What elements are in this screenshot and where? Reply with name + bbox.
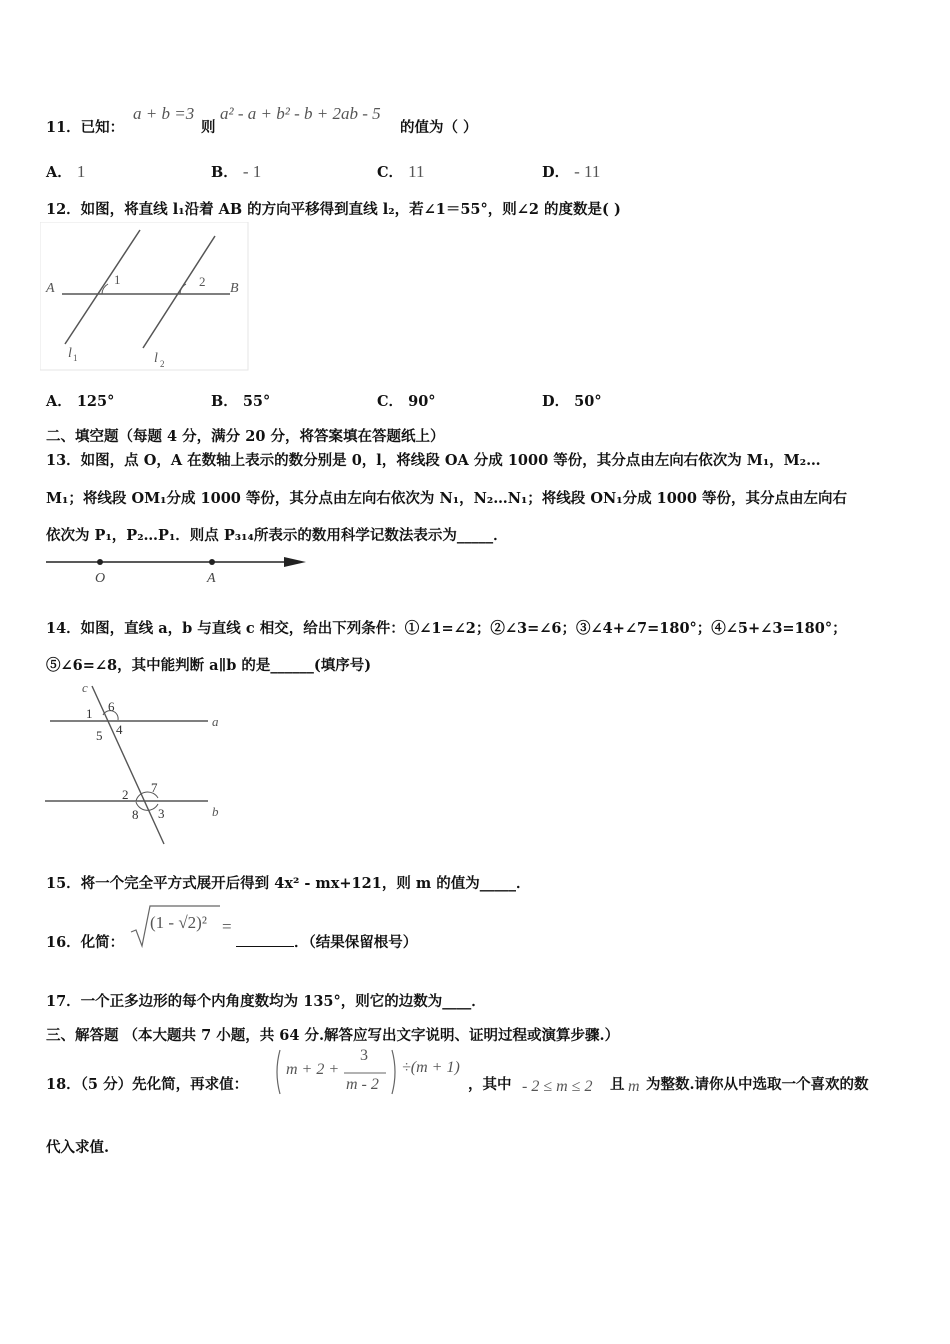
label-b: b <box>212 804 219 819</box>
label-c: c <box>82 680 88 695</box>
section-3-heading: 三、解答题 （本大题共 7 小题，共 64 分.解答应写出文字说明、证明过程或演算步骤.） <box>46 1027 620 1044</box>
q11-option-d[interactable]: D． - 11 <box>542 162 601 181</box>
arrow-head <box>284 557 306 567</box>
q18-where: ，其中 <box>468 1076 512 1093</box>
q11-condition: a + b =3 <box>133 104 195 123</box>
q18-m: m <box>628 1078 640 1095</box>
label-a: a <box>212 714 219 729</box>
q18-line2: 代入求值. <box>46 1139 110 1156</box>
q11-tail: 的值为（ ） <box>400 119 478 136</box>
q18-fraction-numerator: 3 <box>360 1047 368 1064</box>
q13-line3: 依次为 P₁，P₂…P₁．则点 P₃₁₄所表示的数用科学记数法表示为_____． <box>46 527 508 544</box>
line-c <box>92 686 164 844</box>
q11-option-c[interactable]: C． 11 <box>377 162 425 181</box>
label-l2: l <box>154 351 158 366</box>
label-o: O <box>95 571 106 586</box>
q16-expression: (1 - √2)² <box>150 913 207 932</box>
q16-answer-blank[interactable] <box>236 946 294 947</box>
q13-line1: 13．如图，点 O，A 在数轴上表示的数分别是 0，l，将线段 OA 分成 1000 等份，其分点由左向右依次为 M₁，M₂… <box>46 452 821 469</box>
q13-number-line <box>42 552 312 588</box>
q14-line2: ⑤∠6=∠8，其中能判断 a∥b 的是______(填序号) <box>46 657 372 674</box>
label-a: A <box>46 281 55 296</box>
line-l2 <box>143 236 215 348</box>
q16-prefix: 16．化简： <box>46 934 125 951</box>
q12-option-c[interactable]: C． 90° <box>377 393 436 410</box>
line-l1 <box>65 230 140 344</box>
label-angle2: 2 <box>199 274 206 289</box>
q11-then: 则 <box>201 119 216 136</box>
label-angle1: 1 <box>114 272 121 287</box>
point-a <box>209 559 215 565</box>
q12-option-a[interactable]: A． 125° <box>46 393 115 410</box>
point-o <box>97 559 103 565</box>
q18-expr-right: ÷(m + 1) <box>402 1059 460 1076</box>
label-l1: l <box>68 346 72 361</box>
label-a: A <box>207 571 216 586</box>
q18-and: 且 <box>610 1076 625 1093</box>
label-5: 5 <box>96 728 103 743</box>
q16-equals: = <box>222 917 232 936</box>
q14-figure <box>40 678 240 853</box>
q11-option-a[interactable]: A． 1 <box>46 162 86 181</box>
q16-postfix: ．（结果保留根号） <box>294 934 418 951</box>
label-4: 4 <box>116 722 123 737</box>
label-l2-sub: 2 <box>160 359 165 369</box>
q18-expr-left: m + 2 + <box>286 1061 340 1078</box>
q11-option-b[interactable]: B． - 1 <box>211 162 262 181</box>
q15-question: 15．将一个完全平方式展开后得到 4x² - mx+121，则 m 的值为_____． <box>46 875 531 892</box>
q18-tail: 为整数.请你从中选取一个喜欢的数 <box>646 1076 869 1093</box>
q12-figure <box>40 222 250 372</box>
q12-question: 12．如图，将直线 l₁沿着 AB 的方向平移得到直线 l₂，若∠1＝55°，则∠2 的度数是( ) <box>46 201 621 218</box>
label-8: 8 <box>132 807 139 822</box>
label-2: 2 <box>122 787 129 802</box>
q12-option-d[interactable]: D． 50° <box>542 393 602 410</box>
label-b: B <box>230 281 239 296</box>
section-2-heading: 二、填空题（每题 4 分，满分 20 分，将答案填在答题纸上） <box>46 428 445 445</box>
label-6: 6 <box>108 699 115 714</box>
q17-question: 17．一个正多边形的每个内角度数均为 135°，则它的边数为____． <box>46 993 486 1010</box>
q14-line1: 14．如图，直线 a，b 与直线 c 相交，给出下列条件：①∠1=∠2；②∠3=∠6；③∠4+∠7=180°；④∠5+∠3=180°； <box>46 620 847 637</box>
q12-option-b[interactable]: B． 55° <box>211 393 271 410</box>
q13-line2: M₁；将线段 OM₁分成 1000 等份，其分点由左向右依次为 N₁，N₂…N₁；将线段 ON₁分成 1000 等份，其分点由左向右 <box>46 490 848 507</box>
q11-expression: a² - a + b² - b + 2ab - 5 <box>220 104 381 123</box>
q11-number: 11．已知： <box>46 119 125 136</box>
label-7: 7 <box>151 780 158 795</box>
label-l1-sub: 1 <box>73 353 78 363</box>
label-1: 1 <box>86 706 93 721</box>
q18-fraction-denominator: m - 2 <box>346 1076 379 1093</box>
q18-condition: - 2 ≤ m ≤ 2 <box>522 1078 593 1095</box>
q18-prefix: 18．（5 分）先化简，再求值： <box>46 1076 249 1093</box>
label-3: 3 <box>158 806 165 821</box>
